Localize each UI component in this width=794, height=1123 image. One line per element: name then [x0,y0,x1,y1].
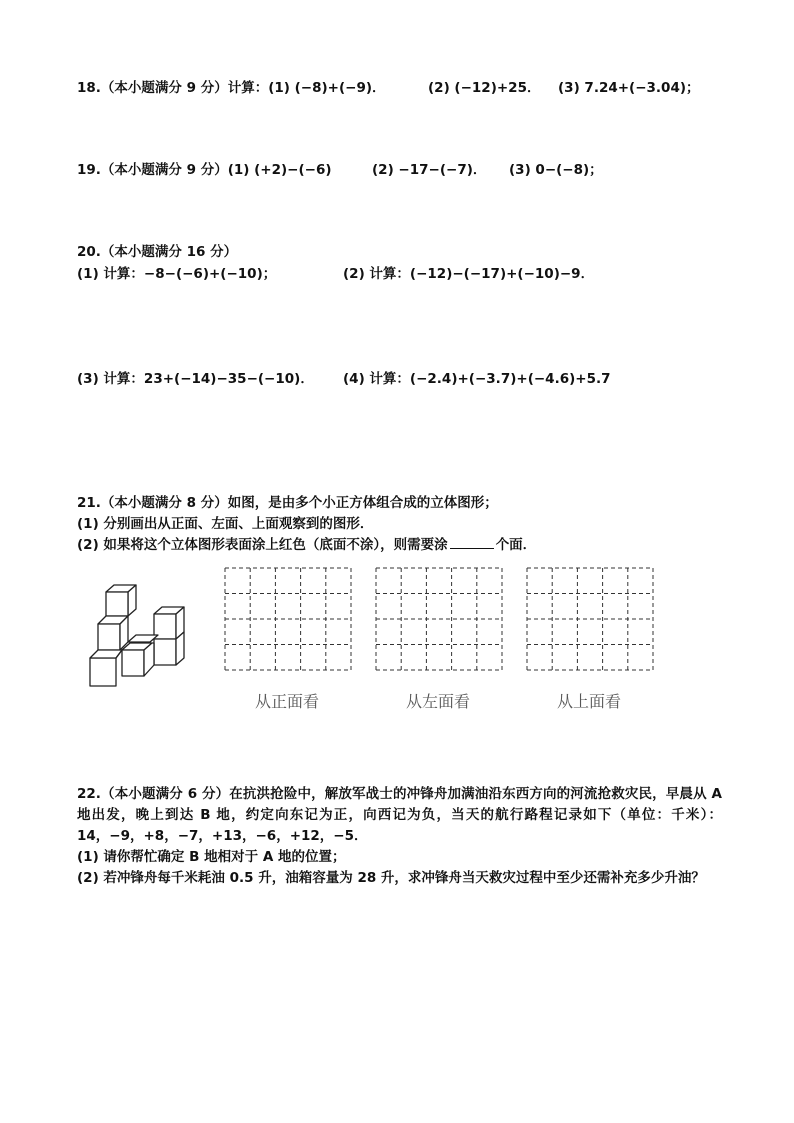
q21-head: 21.（本小题满分 8 分）如图，是由多个小正方体组合成的立体图形； [77,495,498,511]
q21-part2-text: (2) 如果将这个立体图形表面涂上红色（底面不涂），则需要涂 [77,537,448,553]
q20-head: 20.（本小题满分 16 分） [77,244,238,260]
caption-front-view: 从正面看 [254,692,319,711]
caption-left-view: 从左面看 [405,692,470,711]
q19-part3: (3) 0−(−8)； [509,162,603,178]
q22-part1: (1) 请你帮忙确定 B 地相对于 A 地的位置； [77,849,346,865]
q18-head: 18.（本小题满分 9 分）计算：(1) (−8)+(−9)． [77,80,386,96]
q18-part2: (2) (−12)+25． [428,80,541,96]
q20-part4: (4) 计算：(−2.4)+(−3.7)+(−4.6)+5.7 [343,371,611,387]
q19-head: 19.（本小题满分 9 分）(1) (+2)−(−6) [77,162,332,178]
left-view-grid[interactable] [375,567,503,671]
q21-part2-suffix: 个面． [495,537,537,553]
caption-top-view: 从上面看 [556,692,621,711]
front-view-grid[interactable] [224,567,352,671]
q19-part2: (2) −17−(−7)． [372,162,487,178]
q20-part3: (3) 计算：23+(−14)−35−(−10)． [77,371,314,387]
answer-blank[interactable] [450,536,494,549]
q20-part2: (2) 计算：(−12)−(−17)+(−10)−9． [343,266,595,282]
cube-stack-figure [86,578,196,690]
q22-part2: (2) 若冲锋舟每千米耗油 0.5 升，油箱容量为 28 升，求冲锋舟当天救灾过程中至少还需补充多少升油？ [77,870,705,886]
q22-text: 22.（本小题满分 6 分）在抗洪抢险中，解放军战士的冲锋舟加满油沿东西方向的河流抢救灾民，早晨从 A 地出发，晚上到达 B 地，约定向东记为正，向西记为负，当天的航行路程记录如下（单位：千米）：14，−9，+8，−7，+13，−6，+12，−5． [77,786,722,844]
top-view-grid[interactable] [526,567,654,671]
q21-part1: (1) 分别画出从正面、左面、上面观察到的图形． [77,516,374,532]
q18-part3: (3) 7.24+(−3.04)； [558,80,700,96]
q21-part2 [77,536,536,554]
q20-part1: (1) 计算：−8−(−6)+(−10)； [77,266,277,282]
